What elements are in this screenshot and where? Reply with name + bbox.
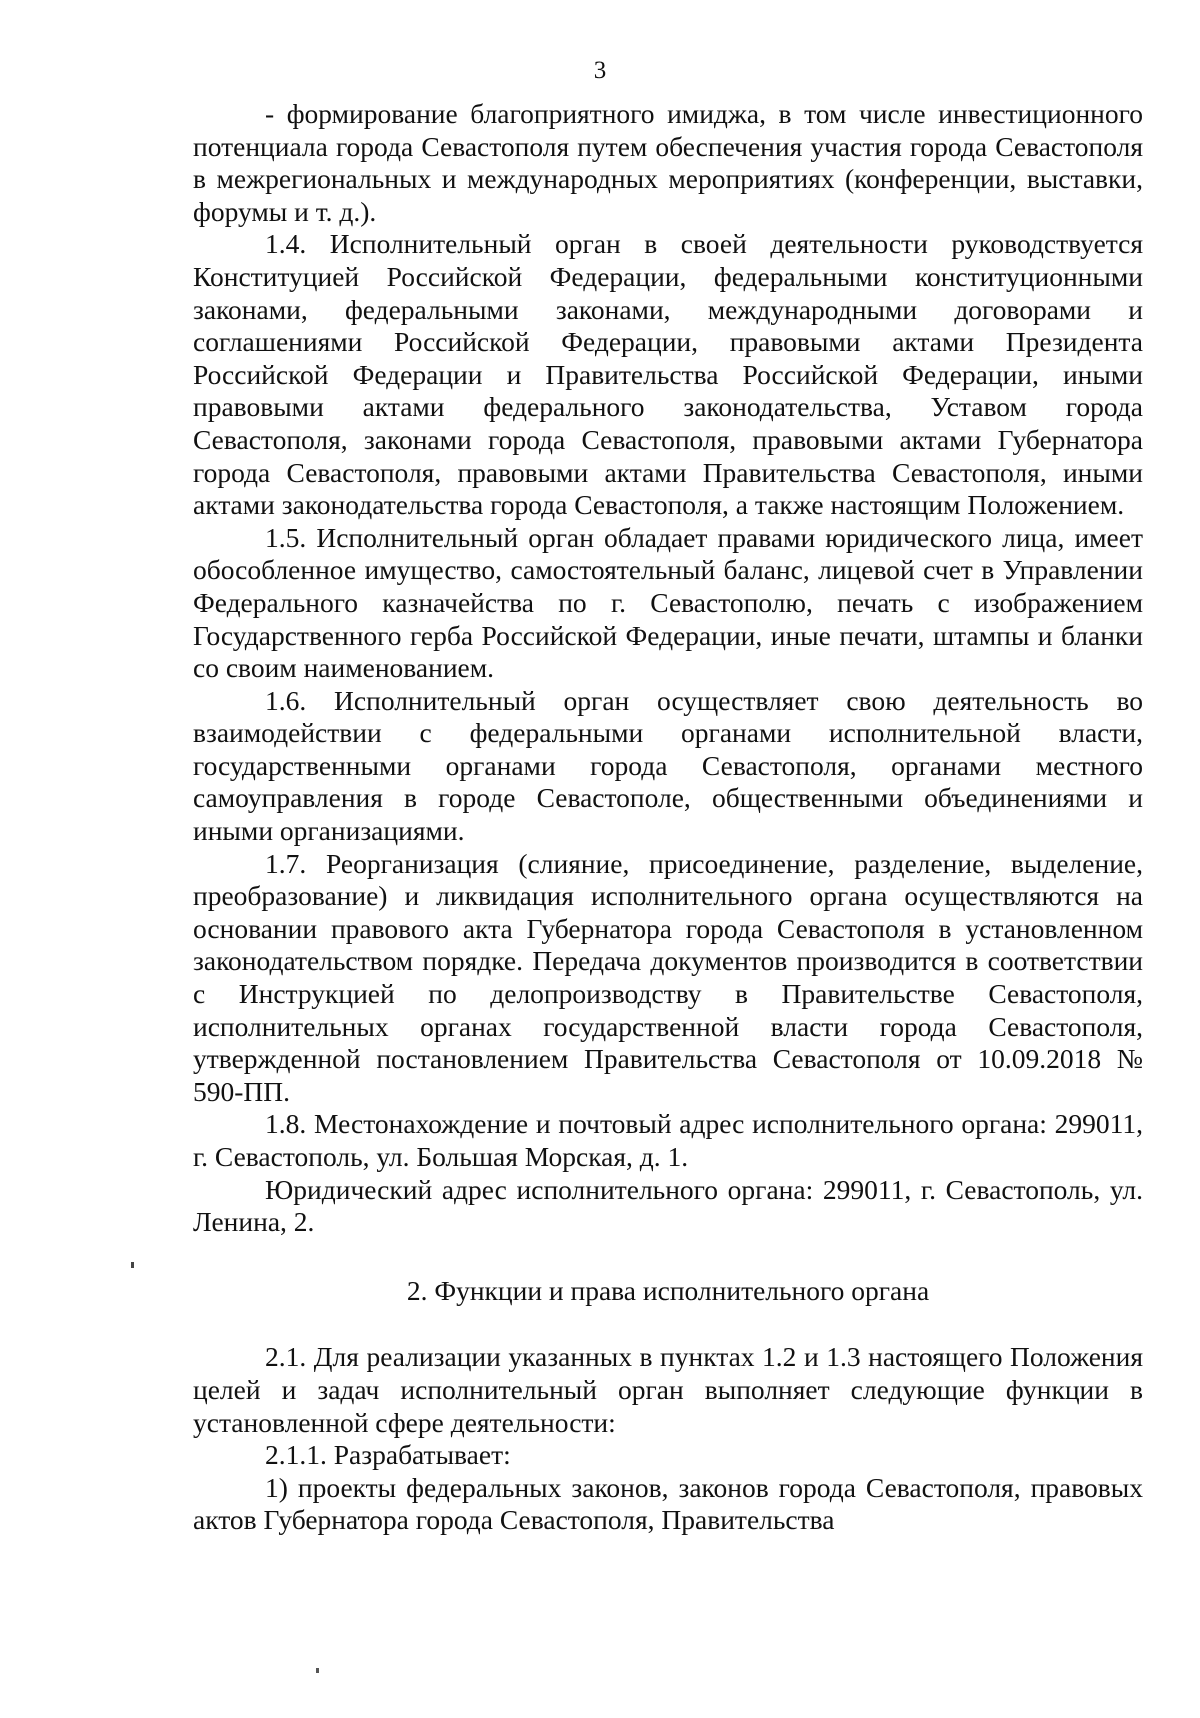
scan-mark [131, 1262, 134, 1268]
paragraph-legal-address: Юридический адрес исполнительного органа: 299011, г. Севастополь, ул. Ленина, 2. [193, 1173, 1143, 1238]
paragraph-1-8: 1.8. Местонахождение и почтовый адрес исполнительного органа: 299011, г. Севастополь, ул. Большая Морская, д. 1. [193, 1108, 1143, 1172]
scan-mark-bottom [316, 1668, 319, 1673]
paragraph-2-1-1: 2.1.1. Разрабатывает: [265, 1439, 511, 1471]
paragraph-2-1: 2.1. Для реализации указанных в пунктах 1.2 и 1.3 настоящего Положения целей и задач исполнительный орган выполняет следующие функции в установленной сфере деятельности: [193, 1341, 1143, 1438]
paragraph-1-5: 1.5. Исполнительный орган обладает правами юридического лица, имеет обособленное имущество, самостоятельный баланс, лицевой счет в Управлении Федерального казначейства по г. Севастополю, печать с изображением Государственного герба Российской Федерации, иные печати, штампы и бланки со своим наименованием. [193, 521, 1143, 684]
page-number: 3 [593, 57, 607, 84]
paragraph-item-1: 1) проекты федеральных законов, законов города Севастополя, правовых актов Губернатора города Севастополя, Правительства [193, 1471, 1143, 1536]
paragraph-image-formation: - формирование благоприятного имиджа, в том числе инвестиционного потенциала города Севастополя путем обеспечения участия города Севастополя в межрегиональных и международных мероприятиях (конференции, выставки, форумы и т. д.). [193, 98, 1143, 227]
paragraph-1-6: 1.6. Исполнительный орган осуществляет свою деятельность во взаимодействии с федеральными органами исполнительной власти, государственными органами города Севастополя, органами местного самоуправления в городе Севастополе, общественными объединениями и иными организациями. [193, 684, 1143, 847]
paragraph-1-4: 1.4. Исполнительный орган в своей деятельности руководствуется Конституцией Российской Федерации, федеральными конституционными законами, федеральными законами, международными договорами и соглашениями Российской Федерации, правовыми актами Президента Российской Федерации и Правительства Российской Федерации, иными правовыми актами федерального законодательства, Уставом города Севастополя, законами города Севастополя, правовыми актами Губернатора города Севастополя, правовыми актами Правительства Севастополя, иными актами законодательства города Севастополя, а также настоящим Положением. [193, 228, 1143, 521]
document-body [193, 98, 1143, 1537]
paragraph-1-7: 1.7. Реорганизация (слияние, присоединение, разделение, выделение, преобразование) и ликвидация исполнительного органа осуществляются на основании правового акта Губернатора города Севастополя в установленном законодательством порядке. Передача документов производится в соответствии с Инструкцией по делопроизводству в Правительстве Севастополя, исполнительных органах государственной власти города Севастополя, утвержденной постановлением Правительства Севастополя от 10.09.2018 № 590-ПП. [193, 847, 1143, 1107]
section-heading: 2. Функции и права исполнительного органа [406, 1274, 930, 1306]
